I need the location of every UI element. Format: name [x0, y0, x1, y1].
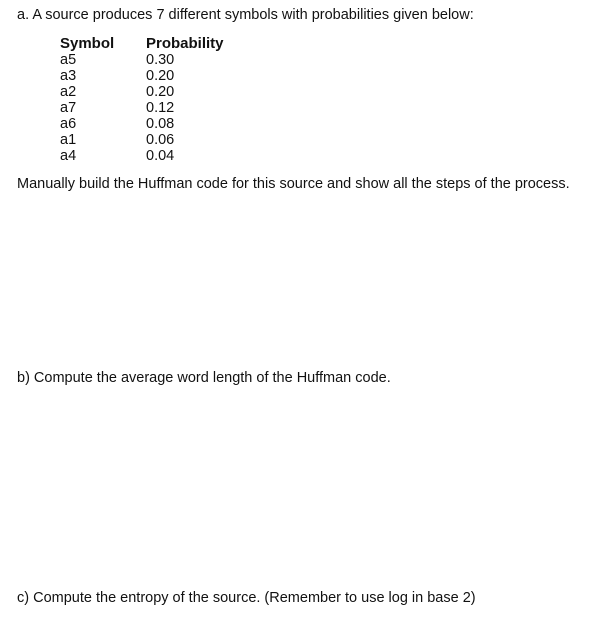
- probability-cell: 0.20: [146, 68, 175, 84]
- probability-cell: 0.08: [146, 116, 175, 132]
- symbol-cell: a5: [60, 52, 77, 68]
- symbol-cell: a6: [60, 116, 77, 132]
- probability-cell: 0.12: [146, 100, 175, 116]
- probability-cell: 0.06: [146, 132, 175, 148]
- question-a-intro: a. A source produces 7 different symbols with probabilities given below:: [17, 7, 474, 23]
- question-b: b) Compute the average word length of the Huffman code.: [17, 370, 391, 386]
- probability-cell: 0.30: [146, 52, 175, 68]
- symbol-cell: a2: [60, 84, 77, 100]
- question-c: c) Compute the entropy of the source. (Remember to use log in base 2): [17, 590, 476, 606]
- probability-cell: 0.04: [146, 148, 175, 164]
- symbol-cell: a4: [60, 148, 77, 164]
- probability-cell: 0.20: [146, 84, 175, 100]
- question-a-task: Manually build the Huffman code for this source and show all the steps of the process.: [17, 176, 570, 192]
- header-symbol: Symbol: [60, 35, 115, 52]
- symbol-cell: a7: [60, 100, 77, 116]
- header-probability: Probability: [146, 35, 224, 52]
- symbol-cell: a3: [60, 68, 77, 84]
- symbol-cell: a1: [60, 132, 77, 148]
